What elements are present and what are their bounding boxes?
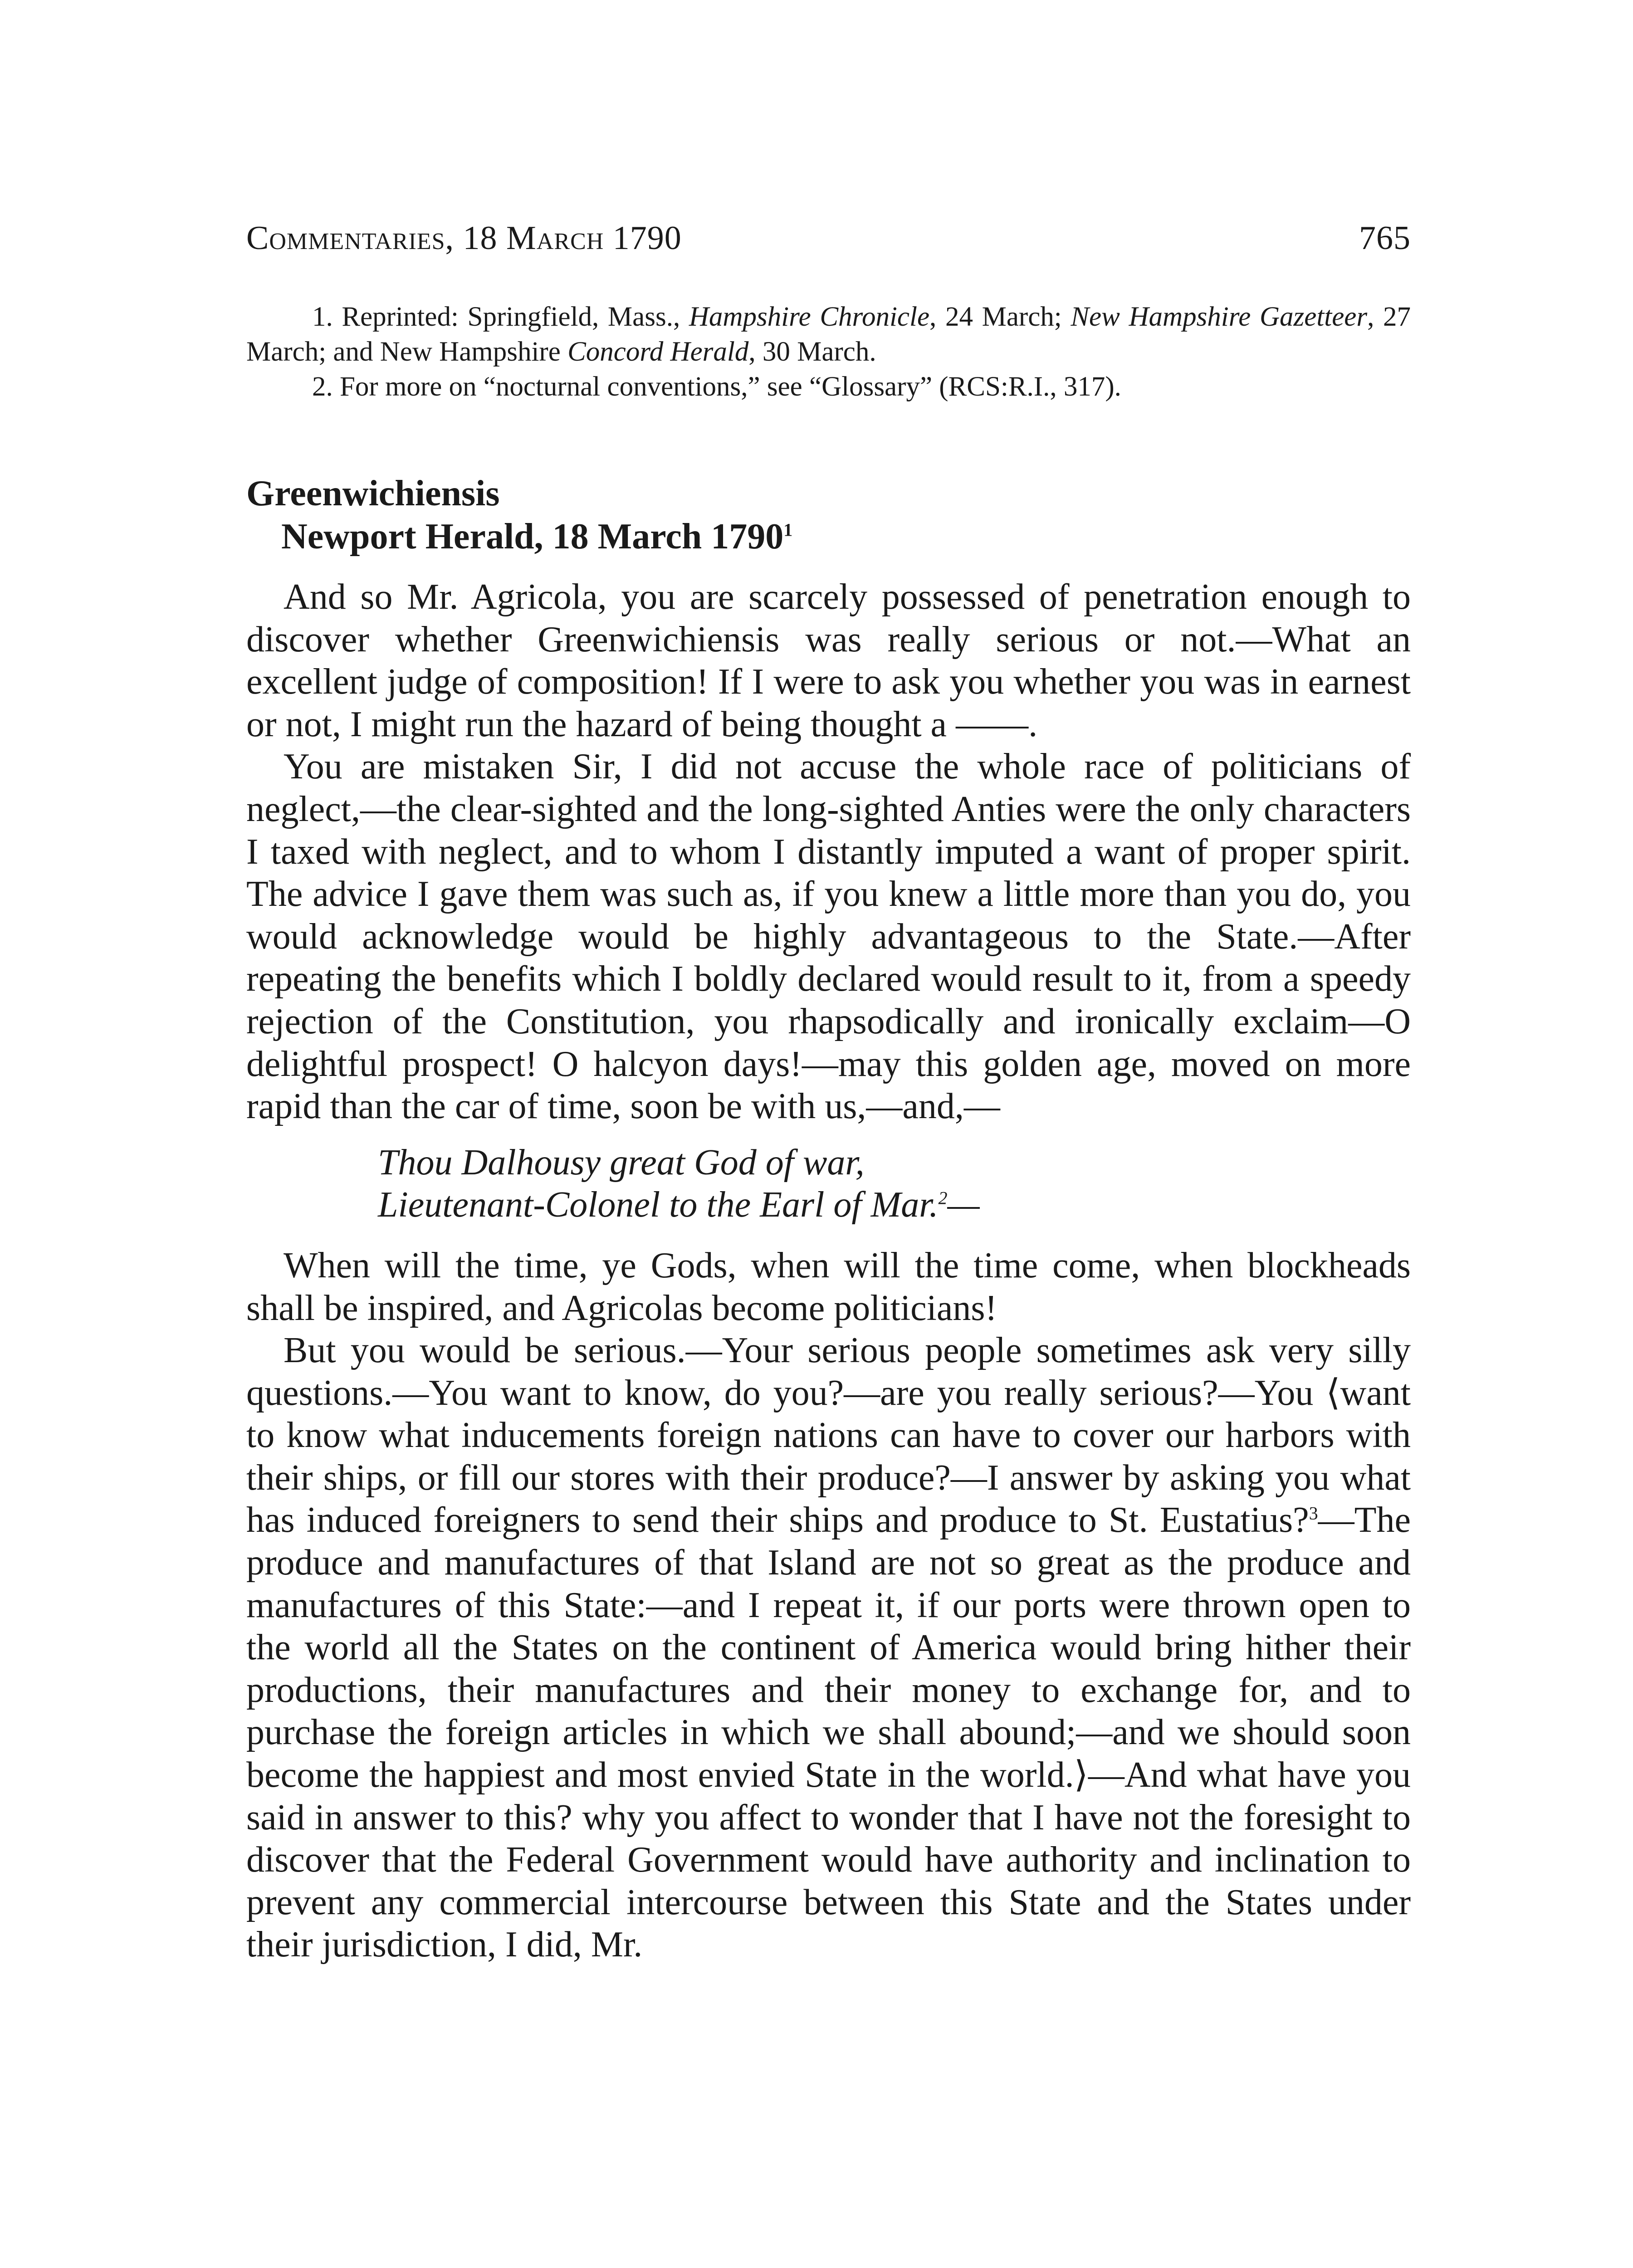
article-body — [246, 576, 1411, 1966]
verse-line-1: Thou Dalhousy great God of war, — [378, 1142, 865, 1183]
verse-line-2: Lieutenant-Colonel to the Earl of Mar.$^2$— — [378, 1185, 980, 1225]
paragraph-3: When will the time, ye Gods, when will the time come, when blockheads shall be inspired, and Agricolas become politicians! — [246, 1245, 1411, 1328]
paragraph-1: And so Mr. Agricola, you are scarcely possessed of penetration enough to discover whether Greenwichiensis was really serious or not.—What an excellent judge of composition! If I were to ask you whether you was in earnest or not, I might run the hazard of being thought a ——. — [246, 577, 1411, 744]
article-author: Greenwichiensis — [246, 474, 500, 513]
paragraph-4: But you would be serious.—Your serious people sometimes ask very silly questions.—You want to know, do you?—are you really serious?—You ⟨want to know what inducements foreign nations can have to cover our harbors with their ships, or fill our stores with their produce?—I answer by asking you what has induced foreigners to send their ships and produce to St. Eustatius?$^3$—The produce and manufactures of that Island are not so great as the produce and manufactures of this State:—and I repeat it, if our ports were thrown open to the world all the States on the continent of America would bring hither their productions, their manufactures and their money to exchange for, and to purchase the foreign articles in which we shall abound;—and we should soon become the happiest and most envied State in the world.⟩—And what have you said in answer to this? why you affect to wonder that I have not the foresight to discover that the Federal Government would have authority and inclination to prevent any commercial intercourse between this State and the States under their jurisdiction, I did, Mr. — [246, 1330, 1411, 1965]
running-head — [246, 213, 1411, 263]
source-note-ref: 1 — [783, 519, 793, 540]
running-head-title: Commentaries, 18 March 1790 — [246, 220, 682, 257]
paragraph-2: You are mistaken Sir, I did not accuse the whole race of politicians of neglect,—the clear-sighted and the long-sighted Anties were the only characters I taxed with neglect, and to whom I distantly imputed a want of proper spirit. The advice I gave them was such as, if you knew a little more than you do, you would acknowledge would be highly advantageous to the State.—After repeating the benefits which I boldly declared would result to it, from a speedy rejection of the Constitution, you rhapsodically and ironically exclaim—O delightful prospect! O halcyon days!—may this golden age, moved on more rapid than the car of time, soon be with us,—and,— — [246, 747, 1411, 1127]
footnote-1: 1. Reprinted: Springfield, Mass., Hampshire Chronicle, 24 March; New Hampshire Gazetteer, 27 March; and New Hampshire Concord Herald, 30 March. — [246, 302, 1411, 367]
footnote-2: 2. For more on “nocturnal conventions,” see “Glossary” (RCS:R.I., 317). — [312, 371, 1121, 402]
verse-quote — [246, 1142, 1411, 1227]
footnotes — [246, 299, 1411, 404]
page-number: 765 — [1359, 220, 1411, 257]
article-source: Newport Herald, 18 March 1790$^1$ — [281, 517, 793, 557]
